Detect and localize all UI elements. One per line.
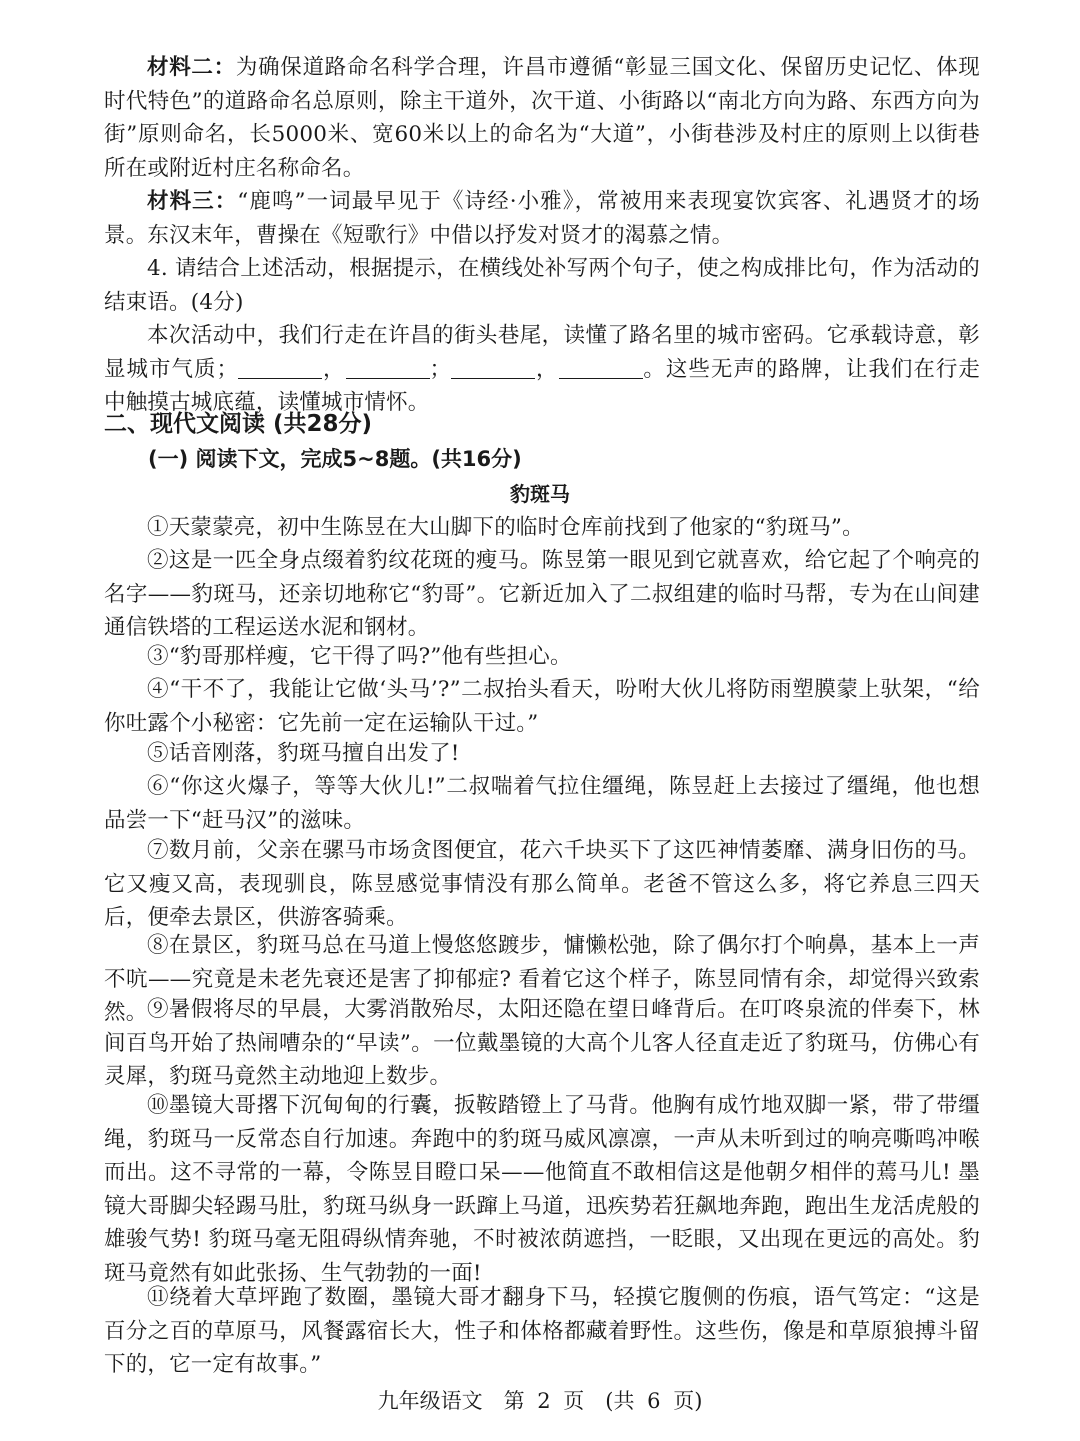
question-4-answer-paragraph [104, 319, 980, 420]
answer-blank-1[interactable] [238, 356, 322, 379]
section-two-subheading: (一) 阅读下文，完成5~8题。(共16分) [148, 447, 522, 471]
article-paragraph-4: ④“干不了，我能让它做‘头马’?”二叔抬头看天，吩咐大伙儿将防雨塑膜蒙上驮架，“给你吐露个小秘密：它先前一定在运输队干过。” [104, 677, 980, 736]
answer-blank-4[interactable] [559, 356, 643, 379]
material-three-text: “鹿鸣”一词最早见于《诗经·小雅》，常被用来表现宴饮宾客、礼遇贤才的场景。东汉末年，曹操在《短歌行》中借以抒发对贤才的渴慕之情。 [104, 189, 980, 248]
article-paragraph-3: ③“豹哥那样瘦，它干得了吗?”他有些担心。 [147, 644, 572, 669]
material-two-text: 为确保道路命名科学合理，许昌市遵循“彰显三国文化、保留历史记忆、体现时代特色”的道路命名总原则，除主干道外，次干道、小街路以“南北方向为路、东西方向为街”原则命名，长5000米、宽60米以上的命名为“大道”，小街巷涉及村庄的原则上以街巷所在或附近村庄名称命名。 [104, 55, 980, 181]
answer-blank-2[interactable] [346, 356, 430, 379]
article-paragraph-5: ⑤话音刚落，豹斑马擅自出发了! [147, 741, 460, 766]
material-two-paragraph [104, 51, 980, 185]
article-paragraph-10: ⑩墨镜大哥撂下沉甸甸的行囊，扳鞍踏镫上了马背。他胸有成竹地双脚一紧，带了带缰绳，豹斑马一反常态自行加速。奔跑中的豹斑马威风凛凛，一声从未听到过的响亮嘶鸣冲喉而出。这不寻常的一幕，令陈昱目瞪口呆——他简直不敢相信这是他朝夕相伴的蔫马儿! 墨镜大哥脚尖轻踢马肚，豹斑马纵身一跃蹿上马道，迅疾势若狂飙地奔跑，跑出生龙活虎般的雄骏气势! 豹斑马毫无阻碍纵情奔驰，不时被浓荫遮挡，一眨眼，又出现在更远的高处。豹斑马竟然有如此张扬、生气勃勃的一面! [104, 1093, 980, 1286]
article-paragraph-7: ⑦数月前，父亲在骡马市场贪图便宜，花六千块买下了这匹神情萎靡、满身旧伤的马。它又瘦又高，表现驯良，陈昱感觉事情没有那么简单。老爸不管这么多，将它养息三四天后，便牵去景区，供游客骑乘。 [104, 838, 980, 930]
article-paragraph-6: ⑥“你这火爆子，等等大伙儿!”二叔喘着气拉住缰绳，陈昱赶上去接过了缰绳，他也想品尝一下“赶马汉”的滋味。 [104, 774, 980, 833]
answer-start-text: 本次活动中，我们行走在许昌的街头巷尾，读懂了路名里的城市密码。它承载诗意，彰显城市气质； [104, 323, 980, 382]
answer-sep-1: ， [322, 356, 346, 382]
section-two-heading: 二、现代文阅读 (共28分) [104, 411, 373, 437]
material-two-label: 材料二： [147, 55, 236, 80]
material-three-label: 材料三： [147, 189, 238, 214]
article-paragraph-9: ⑨暑假将尽的早晨，大雾消散殆尽，太阳还隐在望日峰背后。在叮咚泉流的伴奏下，林间百鸟开始了热闹嘈杂的“早读”。一位戴墨镜的大高个儿客人径直走近了豹斑马，仿佛心有灵犀，豹斑马竟然主动地迎上数步。 [104, 997, 980, 1089]
answer-sep-3: ， [535, 356, 559, 382]
article-paragraph-1: ①天蒙蒙亮，初中生陈昱在大山脚下的临时仓库前找到了他家的“豹斑马”。 [147, 515, 864, 540]
article-title: 豹斑马 [510, 482, 570, 506]
question-4-prompt: 4. 请结合上述活动，根据提示，在横线处补写两个句子，使之构成排比句，作为活动的结束语。(4分) [104, 256, 980, 315]
article-paragraph-11: ⑪绕着大草坪跑了数圈，墨镜大哥才翻身下马，轻摸它腹侧的伤痕，语气笃定：“这是百分之百的草原马，风餐露宿长大，性子和体格都藏着野性。这些伤，像是和草原狼搏斗留下的，它一定有故事。” [104, 1285, 980, 1377]
article-paragraph-2: ②这是一匹全身点缀着豹纹花斑的瘦马。陈昱第一眼见到它就喜欢，给它起了个响亮的名字——豹斑马，还亲切地称它“豹哥”。它新近加入了二叔组建的临时马帮，专为在山间建通信铁塔的工程运送水泥和钢材。 [104, 548, 980, 640]
answer-sep-2: ； [429, 356, 452, 382]
article-paragraph-8: ⑧在景区，豹斑马总在马道上慢悠悠踱步，慵懒松弛，除了偶尔打个响鼻，基本上一声不吭——究竟是未老先衰还是害了抑郁症? 看着它这个样子，陈昱同情有余，却觉得兴致索然。 [104, 933, 980, 1025]
material-three-paragraph [104, 185, 980, 252]
answer-blank-3[interactable] [451, 356, 535, 379]
page-footer: 九年级语文 第 2 页 (共 6 页) [377, 1389, 703, 1413]
answer-end-text: 。这些无声的路牌，让我们在行走中触摸古城底蕴，读懂城市情怀。 [104, 356, 981, 415]
